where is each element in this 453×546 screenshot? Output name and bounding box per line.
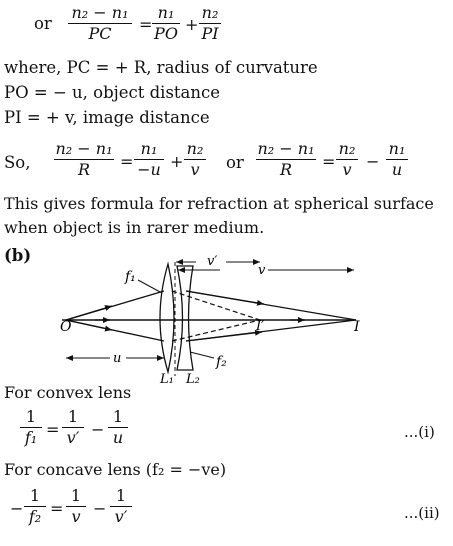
label-v: v — [258, 263, 266, 278]
fraction-numerator: 1 — [70, 486, 82, 505]
label-l2: L₂ — [186, 372, 200, 387]
fraction-n2-minus-n1-over-r — [54, 140, 114, 179]
ray-lower-refracted-arrow — [186, 332, 262, 341]
f2-leader-line — [190, 352, 214, 358]
fraction-numerator: n₁ — [157, 3, 175, 22]
fraction-denominator: v — [342, 160, 352, 179]
fraction-1-over-v — [66, 487, 86, 526]
label-i: I — [354, 319, 360, 335]
ray-upper-refracted-arrow — [186, 291, 264, 304]
fraction-numerator: 1 — [115, 486, 127, 505]
fraction-numerator: n₁ — [140, 139, 158, 158]
fraction-numerator: n₂ — [186, 139, 204, 158]
concave-lens-l2 — [177, 266, 193, 370]
fraction-n2-over-v — [184, 140, 206, 179]
paragraph-line-2: when object is in rarer medium. — [4, 218, 265, 237]
fraction-denominator: f₂ — [28, 507, 42, 526]
equals-sign: = — [120, 152, 134, 171]
fraction-numerator: n₂ − n₁ — [257, 139, 315, 158]
minus-sign: − — [93, 499, 107, 518]
label-v-prime: v′ — [207, 254, 218, 269]
fraction-denominator: f₁ — [24, 428, 38, 447]
equation-ref-i: ...(i) — [404, 423, 435, 441]
fraction-denominator: u — [391, 160, 403, 179]
fraction-numerator: 1 — [112, 407, 124, 426]
fraction-denominator: v — [190, 160, 200, 179]
where-line-pc: where, PC = + R, radius of curvature — [4, 58, 318, 77]
fraction-numerator: 1 — [29, 486, 41, 505]
fraction-1-over-u — [108, 408, 128, 447]
convex-lens-l1 — [160, 264, 174, 372]
fraction-n2-minus-n1-over-pc — [68, 4, 132, 43]
fraction-denominator: PO — [154, 24, 178, 43]
plus-sign: + — [170, 152, 184, 171]
label-f2: f₂ — [216, 354, 227, 370]
fraction-n2-minus-n1-over-r — [256, 140, 316, 179]
fraction-denominator: PI — [201, 24, 219, 43]
leading-minus-sign: − — [10, 499, 24, 518]
ray-lower-incident-arrow — [66, 320, 112, 330]
fraction-numerator: n₂ − n₁ — [71, 3, 129, 22]
minus-sign: − — [91, 420, 105, 439]
fraction-n2-over-pi — [199, 4, 221, 43]
paragraph-line-1: This gives formula for refraction at spherical surface — [4, 194, 434, 213]
fraction-denominator: v — [71, 507, 81, 526]
convex-heading: For convex lens — [4, 383, 132, 402]
fraction-1-over-f1 — [20, 408, 42, 447]
equals-sign: = — [50, 499, 64, 518]
part-label-b: (b) — [4, 246, 32, 265]
f1-leader-line — [138, 280, 162, 293]
label-f1: f₁ — [125, 269, 136, 285]
label-o: O — [60, 319, 72, 335]
minus-sign: − — [366, 152, 380, 171]
fraction-denominator: PC — [88, 24, 112, 43]
label-i-prime: I′ — [256, 319, 265, 334]
ray-upper-incident-arrow — [66, 306, 112, 320]
fraction-numerator: 1 — [67, 407, 79, 426]
fraction-denominator: v′ — [114, 507, 128, 526]
fraction-denominator: R — [279, 160, 293, 179]
where-line-po: PO = − u, object distance — [4, 83, 221, 102]
fraction-n2-over-v — [336, 140, 358, 179]
fraction-1-over-f2 — [24, 487, 46, 526]
label-u: u — [113, 351, 122, 366]
fraction-numerator: n₁ — [388, 139, 406, 158]
concave-heading: For concave lens (f₂ = −ve) — [4, 460, 227, 479]
where-line-pi: PI = + v, image distance — [4, 108, 210, 127]
fraction-denominator: v′ — [66, 428, 80, 447]
fraction-denominator: R — [77, 160, 91, 179]
fraction-numerator: n₂ — [201, 3, 219, 22]
lens-ray-diagram — [0, 240, 453, 390]
label-l1: L₁ — [160, 372, 174, 387]
fraction-numerator: n₂ — [338, 139, 356, 158]
fraction-1-over-v-prime — [62, 408, 84, 447]
fraction-numerator: n₂ − n₁ — [55, 139, 113, 158]
equation-ref-ii: ...(ii) — [404, 504, 440, 522]
fraction-denominator: u — [112, 428, 124, 447]
fraction-n1-over-u — [386, 140, 408, 179]
so-word: So, — [4, 153, 31, 172]
fraction-n1-over-po — [152, 4, 180, 43]
equals-sign: = — [46, 420, 60, 439]
equals-sign: = — [139, 15, 153, 34]
plus-sign: + — [185, 15, 199, 34]
or-word: or — [226, 153, 244, 172]
fraction-denominator: −u — [137, 160, 161, 179]
fraction-1-over-v-prime — [110, 487, 132, 526]
fraction-n1-over-minus-u — [134, 140, 164, 179]
or-word: or — [34, 14, 52, 33]
equals-sign: = — [322, 152, 336, 171]
fraction-numerator: 1 — [25, 407, 37, 426]
